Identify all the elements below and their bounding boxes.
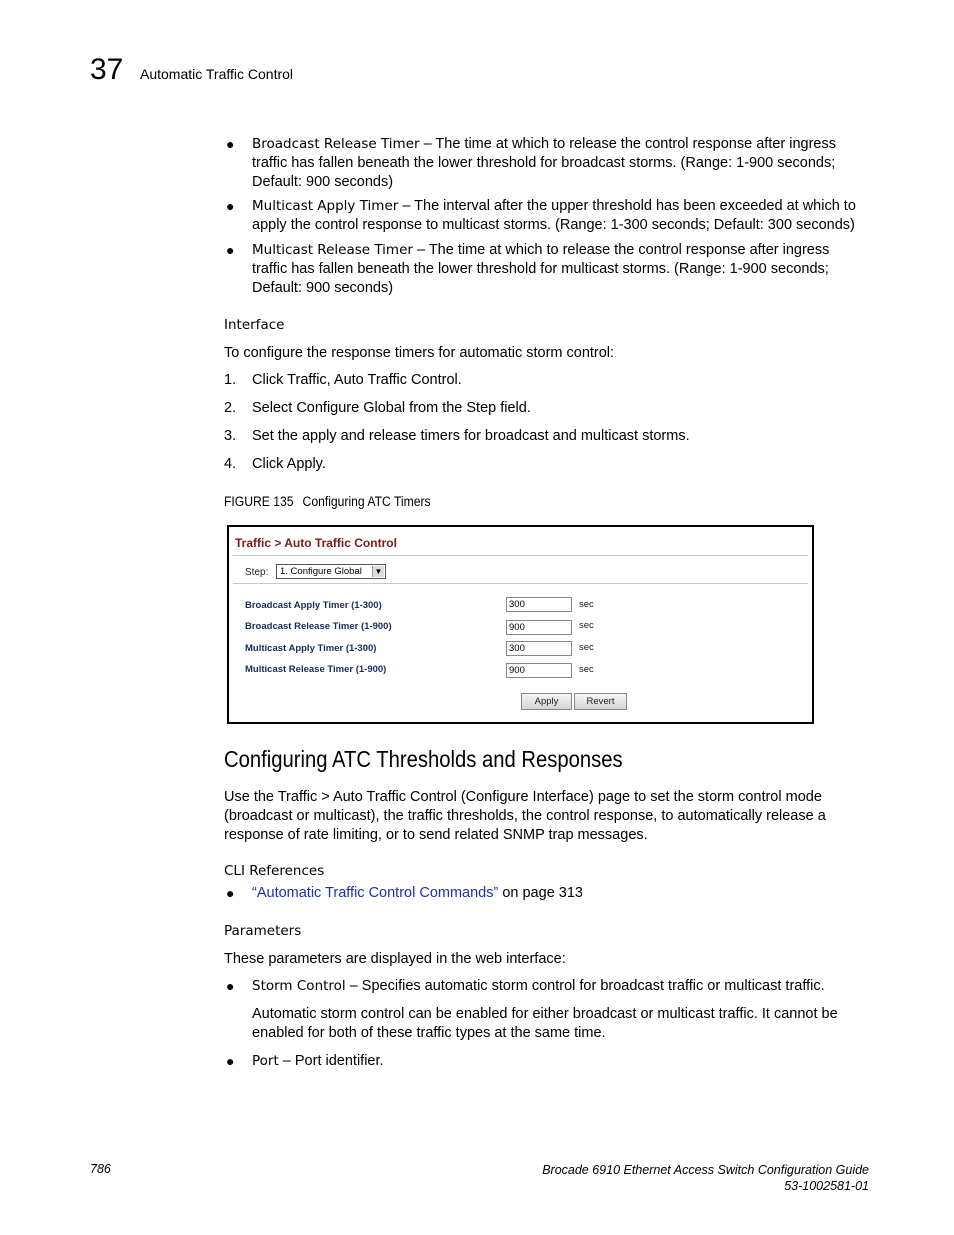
step-select[interactable] [276,564,386,579]
step-number: 4. [224,456,237,472]
step-item [224,400,531,416]
bullet-icon: ● [226,978,235,994]
divider [233,555,808,556]
chapter-title: Automatic Traffic Control [140,66,294,82]
step-item [224,372,462,388]
unit-label: sec [579,620,594,631]
step-number: 1. [224,372,237,388]
paragraph-line: Use the Traffic > Auto Traffic Control (Configure Interface) page to set the storm control mode [224,789,822,805]
term: Broadcast Release Timer [252,136,420,152]
unit-label: sec [579,599,594,610]
breadcrumb[interactable]: Traffic > Auto Traffic Control [235,536,397,550]
bullet-text: – Specifies automatic storm control for broadcast traffic or multicast traffic. [345,978,825,994]
step-label: Step: [245,567,269,578]
chapter-number: 37 [90,53,124,86]
term: Port [252,1053,279,1069]
bullet-icon: ● [226,198,235,214]
bullet-text: traffic has fallen beneath the lower threshold for broadcast storms. (Range: 1-900 seconds; [252,155,836,171]
bullet-text: Default: 900 seconds) [252,174,394,190]
bullet-icon: ● [226,136,235,152]
cli-references-heading: CLI References [224,863,325,879]
step-text: Set the apply and release timers for broadcast and multicast storms. [252,428,690,444]
interface-heading: Interface [224,317,285,333]
bullet-icon: ● [226,242,235,258]
multicast-apply-timer-label: Multicast Apply Timer (1-300) [245,643,377,654]
bullet-icon: ● [226,1053,235,1069]
multicast-apply-timer-input[interactable]: 300 [506,641,572,656]
step-text: Click Traffic, Auto Traffic Control. [252,372,462,388]
doc-number: 53-1002581-01 [784,1179,869,1193]
multicast-release-timer-input[interactable]: 900 [506,663,572,678]
cli-reference-item [252,884,877,903]
section-title: Configuring ATC Thresholds and Responses [224,746,623,772]
step-text: Select Configure Global from the Step field. [252,400,531,416]
bullet-text: traffic has fallen beneath the lower threshold for multicast storms. (Range: 1-900 seconds; [252,261,829,277]
chevron-down-icon[interactable]: ▼ [372,566,384,577]
figure-label: FIGURE 135 [224,494,294,509]
term: Multicast Release Timer [252,242,413,258]
paragraph-line: response of rate limiting, or to send related SNMP trap messages. [224,827,648,843]
bullet-multicast-apply-timer [252,197,877,235]
bullet-port [252,1052,877,1071]
bullet-icon: ● [226,885,235,901]
bullet-storm-control [252,977,877,996]
interface-intro: To configure the response timers for automatic storm control: [224,345,615,361]
footer-info [542,1162,869,1194]
bullet-text: – The time at which to release the control response after ingress [419,136,836,152]
paragraph-line: Automatic storm control can be enabled for either broadcast or multicast traffic. It cannot be [252,1006,838,1022]
bullet-text: – The time at which to release the control response after ingress [412,242,830,258]
bullet-text: apply the control response to multicast storms. (Range: 1-300 seconds; Default: 300 seconds) [252,217,855,233]
broadcast-release-timer-input[interactable]: 900 [506,620,572,635]
bullet-text: – Port identifier. [278,1053,384,1069]
parameters-intro: These parameters are displayed in the web interface: [224,951,566,967]
unit-label: sec [579,642,594,653]
figure-caption [224,494,431,509]
cli-reference-link[interactable]: “Automatic Traffic Control Commands” [252,885,499,901]
bullet-text: – The interval after the upper threshold has been exceeded at which to [398,198,856,214]
step-item [224,456,326,472]
paragraph-line: enabled for both of these traffic types at the same time. [252,1025,606,1041]
multicast-release-timer-label: Multicast Release Timer (1-900) [245,664,387,675]
unit-label: sec [579,664,594,675]
apply-button[interactable]: Apply [521,693,572,710]
broadcast-apply-timer-label: Broadcast Apply Timer (1-300) [245,600,382,611]
paragraph-line: (broadcast or multicast), the traffic thresholds, the control response, to automatically release a [224,808,826,824]
bullet-text: Default: 900 seconds) [252,280,394,296]
step-number: 2. [224,400,237,416]
cli-reference-page: on page 313 [498,885,583,901]
step-number: 3. [224,428,237,444]
revert-button[interactable]: Revert [574,693,627,710]
broadcast-release-timer-label: Broadcast Release Timer (1-900) [245,621,392,632]
term: Multicast Apply Timer [252,198,399,214]
figure-screenshot [227,525,814,724]
divider [233,583,808,584]
bullet-broadcast-release-timer [252,135,877,192]
broadcast-apply-timer-input[interactable]: 300 [506,597,572,612]
step-select-value: 1. Configure Global [280,566,362,577]
section-intro [224,788,874,845]
figure-title: Configuring ATC Timers [302,494,431,509]
step-item [224,428,690,444]
page-number: 786 [90,1162,111,1176]
bullet-multicast-release-timer [252,241,877,298]
parameters-heading: Parameters [224,923,302,939]
guide-title: Brocade 6910 Ethernet Access Switch Configuration Guide [542,1163,869,1177]
step-text: Click Apply. [252,456,326,472]
storm-control-note [252,1005,877,1043]
term: Storm Control [252,978,346,994]
